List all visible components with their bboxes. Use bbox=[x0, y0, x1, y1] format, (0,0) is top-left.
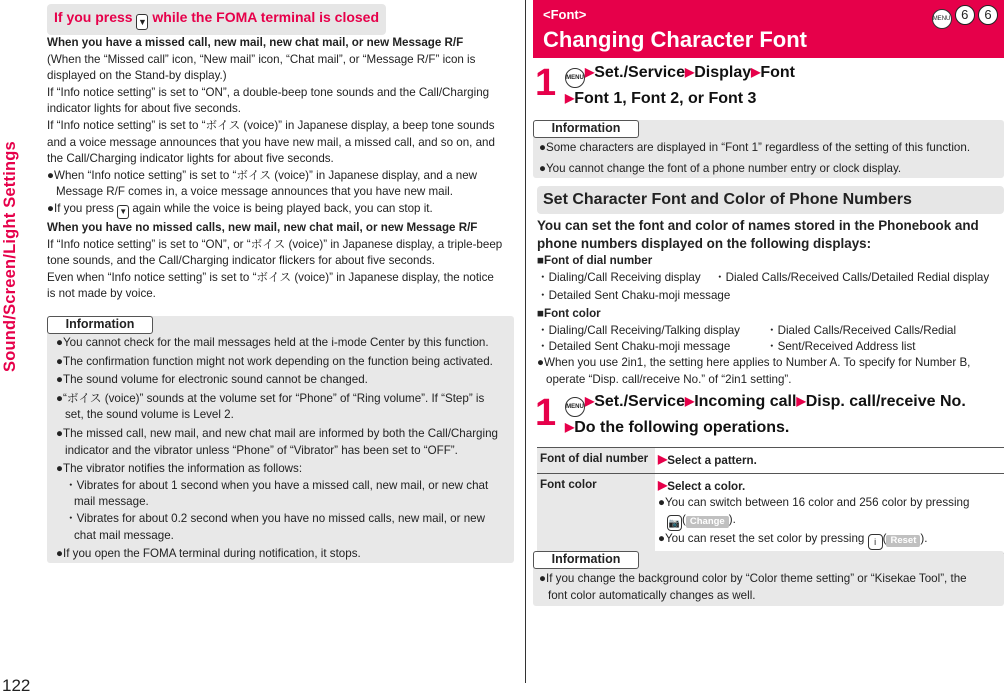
digit-key-icon: 6 bbox=[978, 5, 998, 25]
digit-key-icon: 6 bbox=[955, 5, 975, 25]
operations-table bbox=[537, 447, 1004, 554]
menu-key-icon: MENU bbox=[932, 9, 952, 29]
table-row: Font of dial number ▶Select a pattern. bbox=[537, 448, 1004, 474]
color-information-box: Information ●If you change the background color by “Color theme setting” or “Kisekae Tool”, the font color automatically changes as well. bbox=[533, 551, 1004, 606]
block2-heading: When you have no missed calls, new mail, new chat mail, or new Message R/F bbox=[47, 221, 478, 234]
step2-instructions: MENU▶Set./Service▶Incoming call▶Disp. call/receive No. ▶Do the following operations. bbox=[565, 393, 966, 436]
information-label: Information bbox=[533, 120, 639, 138]
left-information-box bbox=[47, 316, 514, 563]
font-information-box: Information ●Some characters are displayed in “Font 1” regardless of the setting of this function. ●You cannot change the font of a phone number entry or clock display. bbox=[533, 120, 1004, 178]
information-label: Information bbox=[533, 551, 639, 569]
section-subheading: Set Character Font and Color of Phone Numbers bbox=[537, 186, 1004, 214]
down-key-icon: ▼ bbox=[117, 205, 129, 219]
shortcut-keys bbox=[932, 5, 998, 29]
change-softkey: Change bbox=[686, 516, 729, 528]
page-title: Changing Character Font bbox=[543, 27, 808, 52]
reset-softkey: Reset bbox=[886, 535, 920, 547]
title-sub: <Font> bbox=[543, 7, 587, 22]
page-number: 122 bbox=[2, 676, 31, 695]
no-missed-call-block: When you have no missed calls, new mail, new chat mail, or new Message R/F If “Info notice setting” is set to “ON”, or “ボイス (voice)” in Japanese display, a triple-beep tone sounds, and the Call/Charging indicator flickers for about five seconds. Even when “Info notice setting” is set to “ボイス (voice)” in Japanese display, the notice is not made by voice. bbox=[47, 220, 517, 303]
column-divider bbox=[525, 0, 526, 683]
i-mode-key-icon: i bbox=[868, 534, 883, 550]
down-key-icon: ▼ bbox=[136, 14, 148, 30]
stop-voice-bullet: ●If you press ▼ again while the voice is being played back, you can stop it. bbox=[47, 201, 517, 219]
step1-instructions: MENU▶Set./Service▶Display▶Font ▶Font 1, Font 2, or Font 3 bbox=[565, 64, 796, 107]
block1-heading: When you have a missed call, new mail, new chat mail, or new Message R/F bbox=[47, 36, 464, 49]
left-column bbox=[47, 4, 517, 35]
menu-key-icon: MENU bbox=[565, 68, 585, 88]
title-bar bbox=[533, 0, 1004, 58]
section-pill: If you press ▼ while the FOMA terminal is closed bbox=[47, 4, 386, 35]
phone-number-font-section: You can set the font and color of names stored in the Phonebook and phone numbers displayed on the following displays: ■Font of dial number ・Dialing/Call Receiving display ・Dialed Calls/Received Calls/Detailed Redial display ・Detailed Sent Chaku-moji message ■Font color ・Dialing/Call Receiving/Talking display ・Dialed Calls/Received Calls/Redial ・Detailed Sent Chaku-moji message ・Sent/Received Address list ●When you use 2in1, the setting here applies to Number A. To specify for Number B, operate “Disp. call/receive No.” of “2in1 setting”. bbox=[537, 218, 990, 386]
side-tab bbox=[0, 0, 24, 697]
information-list: ●You cannot check for the mail messages held at the i-mode Center by this function. ●The confirmation function might not work depending on the function being activated. ●The sound volume for electronic sound cannot be changed. ●“ボイス (voice)” sounds at the volume set for “Phone” of “Ring volume”. If “Step” is set, the sound volume is Level 2. ●The missed call, new mail, and new chat mail are informed by both the Call/Charging indicator and the vibrator unless “Phone” of “Vibrator” has been set to “OFF”. ●The vibrator notifies the information as follows: ・Vibrates for about 1 second when you have a missed call, new mail, or new chat mail message. ・Vibrates for about 0.2 second when you have no missed calls, new mail, or new chat mail message. ●If you open the FOMA terminal during notification, it stops. bbox=[56, 336, 498, 561]
table-row: Font color ▶Select a color. ●You can switch between 16 color and 256 color by pressing 📷 ( Change ). ●You can reset the set color by pressing i ( Reset ). bbox=[537, 473, 1004, 553]
step-number: 1 bbox=[535, 62, 557, 104]
camera-key-icon: 📷 bbox=[667, 515, 682, 531]
side-tab-label: Sound/Screen/Light Settings bbox=[1, 141, 19, 372]
missed-call-block: When you have a missed call, new mail, new chat mail, or new Message R/F (When the “Missed call” icon, “New mail” icon, “Chat mail”, or “Message R/F” icon is displayed on the Stand-by display.) If “Info notice setting” is set to “ON”, a double-beep tone sounds and the Call/Charging indicator lights for about five seconds. If “Info notice setting” is set to “ボイス (voice)” in Japanese display, a beep tone sounds and a voice message announces that you have new mail, a missed call, and so on, and the Call/Charging indicator lights for about five seconds. ●When “Info notice setting” is set to “ボイス (voice)” in Japanese display, and a new Message R/F comes in, a voice message announces that you have new mail. ●If you press ▼ again while the voice is being played back, you can stop it. bbox=[47, 35, 517, 219]
information-label: Information bbox=[47, 316, 153, 334]
step-number: 1 bbox=[535, 392, 557, 434]
menu-key-icon: MENU bbox=[565, 397, 585, 417]
